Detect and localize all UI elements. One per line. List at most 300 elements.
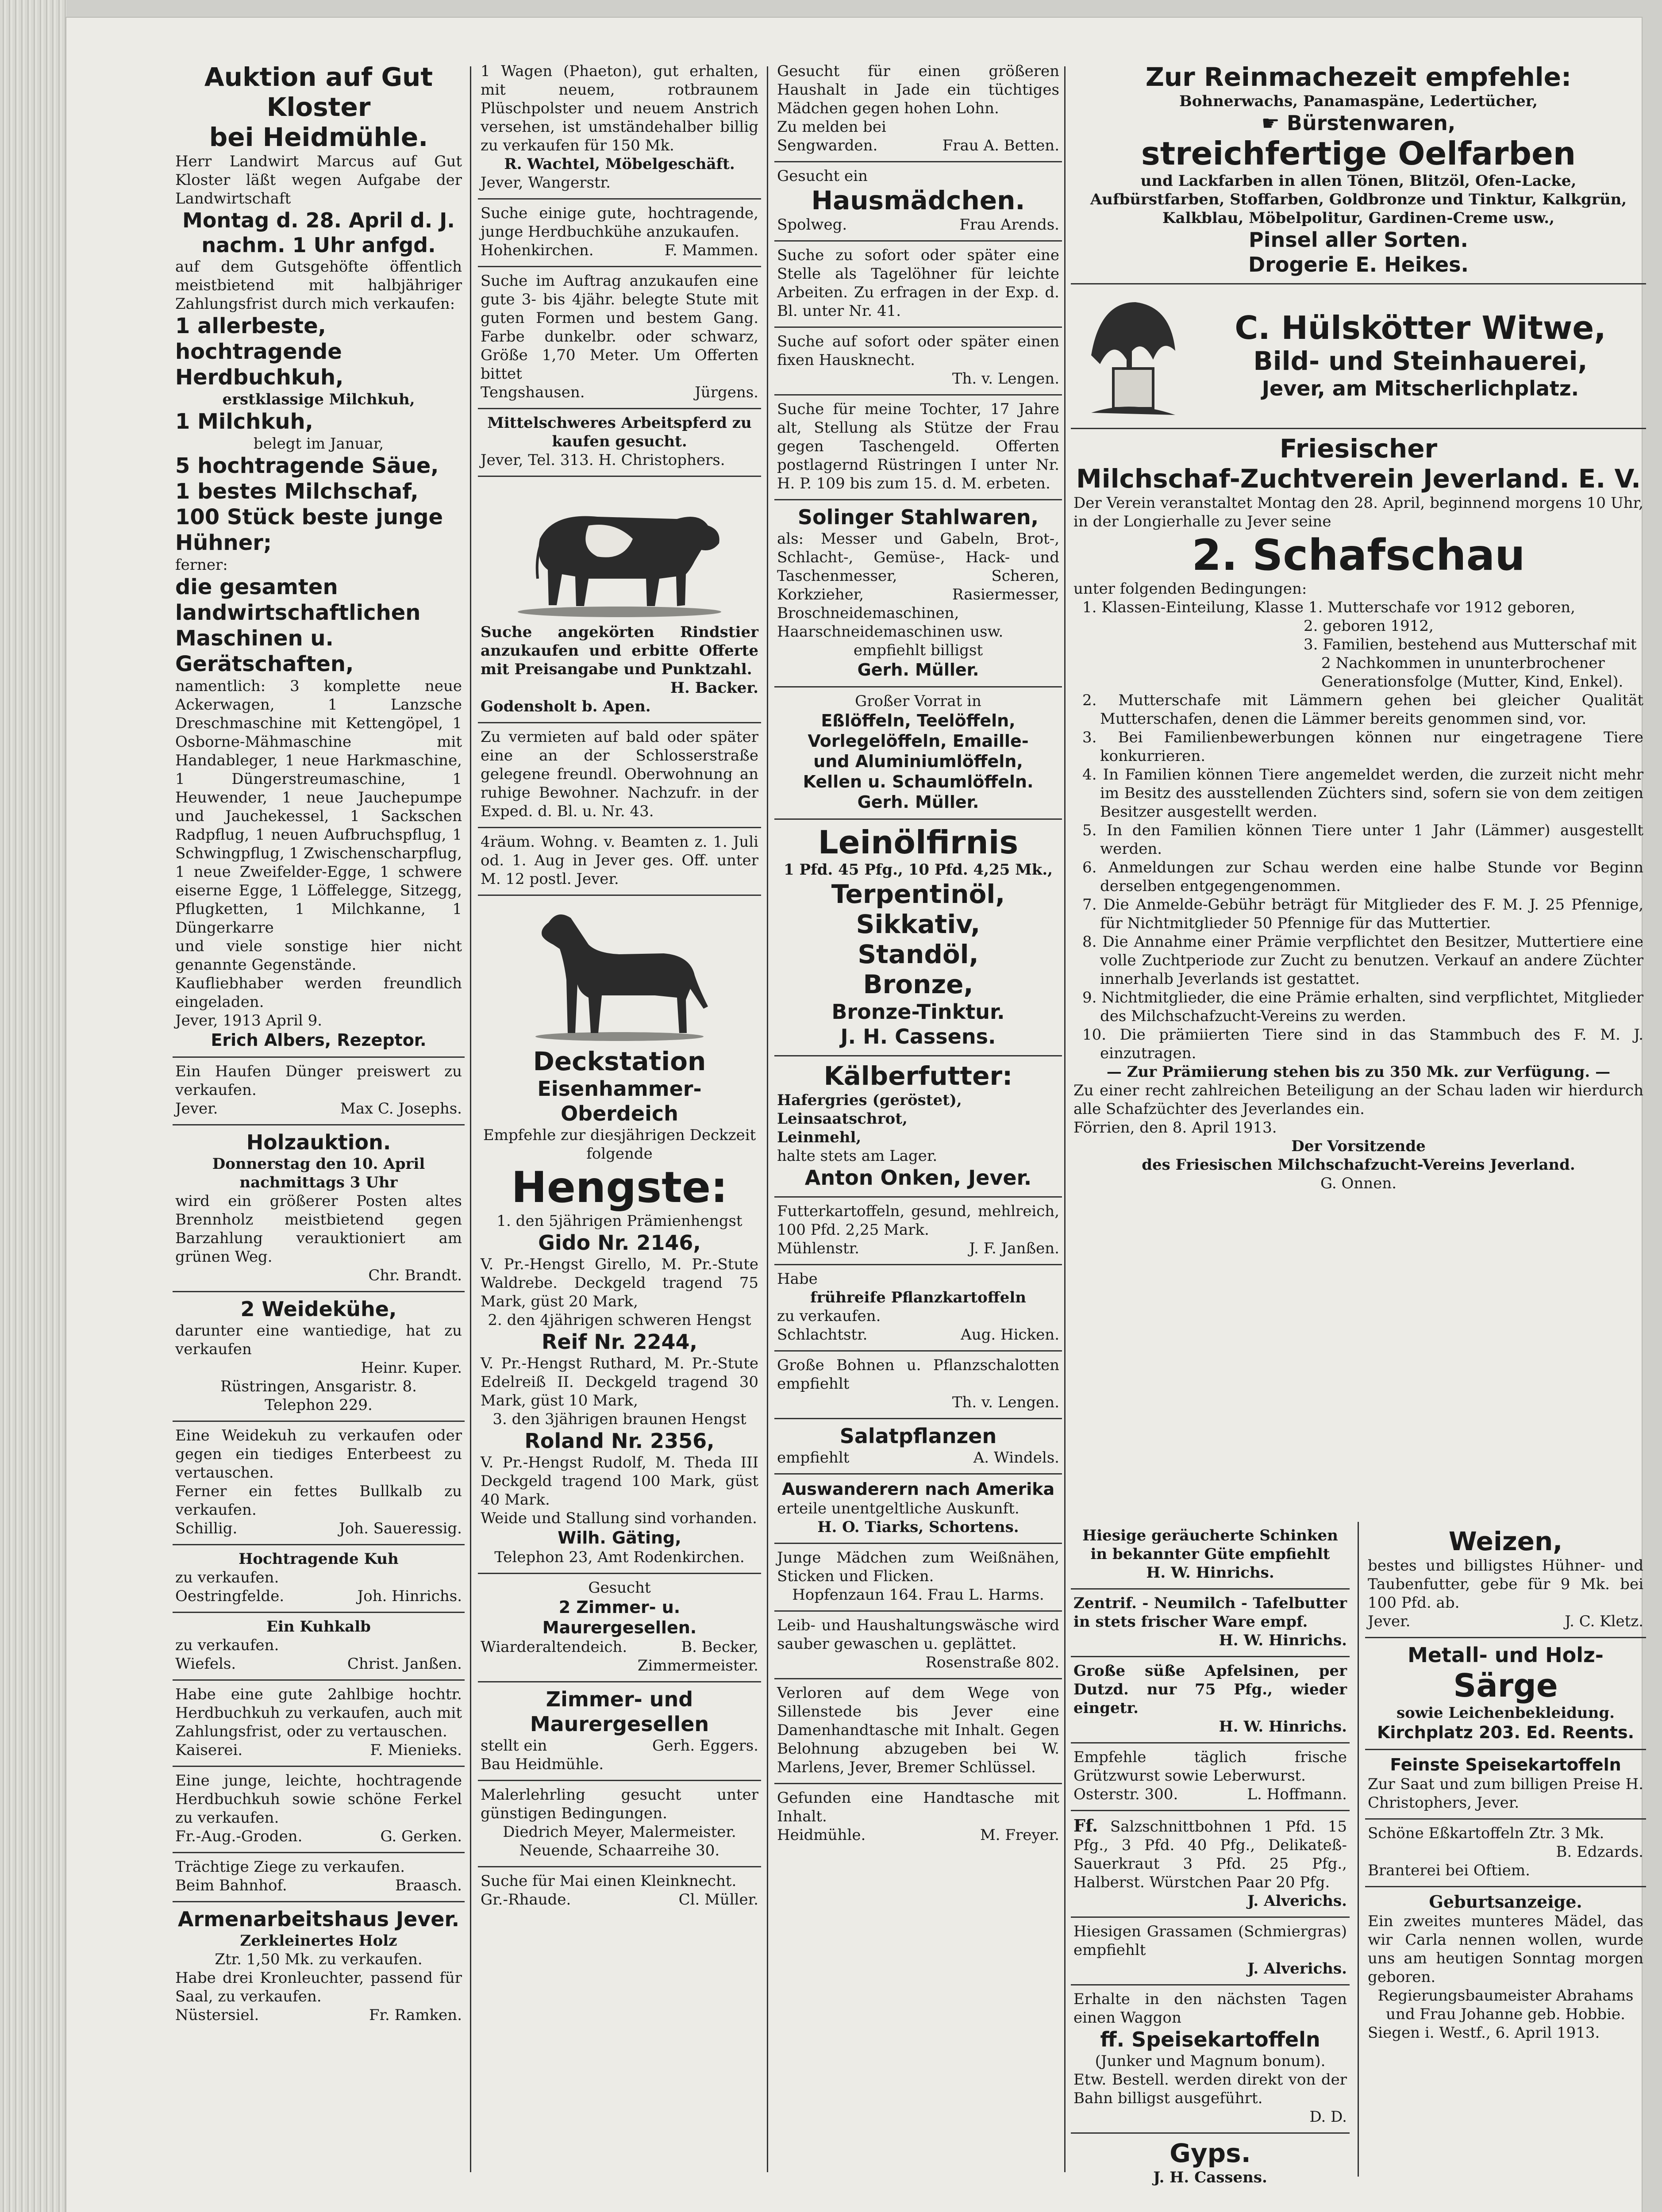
ad-text: wird ein größerer Posten altes Brennholz meistbietend gegen Barzahlung verauktioniert am grünen Weg.	[175, 1192, 462, 1266]
ad-verloren	[774, 1679, 1062, 1784]
ad-text: 2. den 4jährigen schweren Hengst	[488, 1311, 751, 1329]
ad-text: Zu melden bei	[777, 118, 886, 136]
ad-text: Eine junge, leichte, hochtragende Herdbuchkuh sowie schöne Ferkel zu verkaufen.	[175, 1772, 462, 1827]
ad-title: Friesischer	[1279, 434, 1438, 464]
ad-item: 100 Stück beste junge Hühner;	[175, 505, 443, 555]
ad-name: Frau Arends.	[959, 216, 1059, 234]
ad-item-note: erstklassige Milchkuh,	[222, 391, 415, 408]
ad-herdbuchkuh	[173, 1681, 465, 1767]
ad-text: Junge Mädchen zum Weißnähen, Sticken und Flicken.	[777, 1549, 1059, 1585]
ad-place: Jever.	[1368, 1613, 1411, 1630]
ad-text: auf dem Gutsgehöfte öffentlich meistbietend mit halbjähriger Zahlungsfrist durch mich verkaufen:	[175, 258, 462, 313]
ad-label: Gesucht	[588, 1579, 651, 1597]
ad-title: 2 Zimmer- u. Maurergesellen.	[542, 1598, 697, 1637]
ad-address: Kirchplatz 203. Ed. Reents.	[1377, 1723, 1635, 1742]
ad-auktion	[173, 58, 465, 1058]
ad-ziege	[173, 1853, 465, 1902]
ad-name: Drogerie E. Heikes.	[1248, 253, 1469, 276]
ad-text: halte stets am Lager.	[777, 1147, 938, 1165]
pointing-hand-icon: ☛	[1261, 111, 1287, 135]
ad-waesche	[774, 1612, 1062, 1679]
ad-address: Rüstringen, Ansgaristr. 8.	[220, 1378, 417, 1395]
ad-place: Wiarderaltendeich.	[481, 1638, 627, 1656]
ad-text: Herr Landwirt Marcus auf Gut Kloster läßt wegen Aufgabe der Landwirtschaft	[175, 153, 462, 207]
ad-title: Zimmer- und Maurergesellen	[530, 1687, 709, 1736]
ad-title: Auswanderern nach Amerika	[781, 1479, 1055, 1499]
ad-maedchen	[774, 58, 1062, 162]
ad-contact: Jever, Tel. 313. H. Christophers.	[481, 451, 725, 469]
ad-text: Gesucht ein	[777, 167, 868, 185]
ad-title: ff. Speisekartoffeln	[1100, 2028, 1320, 2051]
ad-schafschau	[1071, 429, 1646, 1199]
ad-kaelberfutter	[774, 1056, 1062, 1198]
ad-name: Christ. Janßen.	[347, 1655, 462, 1673]
ad-weidekuh	[173, 1422, 465, 1545]
ad-headline: Hengste:	[511, 1163, 728, 1212]
ad-text: darunter eine wantiedige, hat zu verkaufen	[175, 1322, 462, 1358]
ad-text: empfiehlt billigst	[853, 641, 983, 659]
ad-suche-kuehe	[478, 200, 761, 267]
ad-item-note: belegt im Januar,	[253, 435, 384, 453]
condition-item: 4. In Familien können Tiere angemeldet werden, die zurzeit nicht mehr im Besitz des ausstellenden Züchters sind, sofern sie von dem zeitigen Besitzer ausgestellt werden.	[1082, 766, 1643, 821]
ad-text: zu verkaufen.	[175, 1636, 279, 1654]
ad-text: V. Pr.-Hengst Ruthard, M. Pr.-Stute Edelreiß II. Deckgeld tragend 30 Mark, güst 10 Mark,	[481, 1355, 758, 1409]
ad-place: Branterei bei Oftiem.	[1368, 1862, 1530, 1879]
ad-item: Sikkativ,	[856, 909, 981, 939]
ad-signer: Erich Albers, Rezeptor.	[211, 1030, 427, 1050]
ad-text: Erhalte in den nächsten Tagen einen Waggon	[1073, 1990, 1347, 2027]
condition-item: 3. Familien, bestehend aus Mutterschaf mit 2 Nachkommen in ununterbrochener Generationsfolge (Mutter, Kind, Enkel).	[1304, 636, 1637, 691]
ad-name: Th. v. Lengen.	[952, 370, 1059, 388]
ad-title: Hausmädchen.	[811, 185, 1025, 215]
ad-text: Großer Vorrat in	[855, 692, 981, 710]
ad-text: und Lackfarben in allen Tönen, Blitzöl, Ofen-Lacke, Aufbürstfarben, Stoffarben, Goldbronze und Tinktur, Kalkgrün, Kalkblau, Möbelpolitur, Gardinen-Creme usw.,	[1090, 172, 1627, 227]
ad-place: Beim Bahnhof.	[175, 1877, 287, 1894]
ad-text: Zur Saat und zum billigen Preise H. Christophers, Jever.	[1368, 1775, 1643, 1812]
ad-title: Zur Reinmachezeit empfehle:	[1145, 62, 1572, 92]
ad-item: 1 bestes Milchschaf,	[175, 479, 419, 504]
ad-item: 5 hochtragende Säue,	[175, 453, 439, 478]
column-3	[774, 58, 1062, 2185]
ad-text: Habe eine gute 2ahlbige hochtr. Herdbuchkuh zu verkaufen, auch mit Zahlungsfrist, oder zu vertauschen.	[175, 1686, 462, 1740]
ad-name: J. H. Cassens.	[840, 1025, 996, 1048]
ad-vermieten	[478, 723, 761, 828]
ad-place: Gr.-Rhaude.	[481, 1891, 571, 1909]
ad-text: Empfehle täglich frische Grützwurst sowie Leberwurst.	[1073, 1748, 1347, 1785]
ad-text: zu verkaufen.	[777, 1307, 881, 1325]
ad-hausknecht	[774, 328, 1062, 396]
ad-text: Suche auf sofort oder später einen fixen Hausknecht.	[777, 333, 1059, 369]
ad-name: F. Mienieks.	[370, 1741, 462, 1759]
ad-place: Hohenkirchen.	[481, 242, 594, 259]
ad-place: Nüstersiel.	[175, 2006, 259, 2024]
ad-dateline: Jever, 1913 April 9.	[175, 1012, 323, 1029]
ad-place: Kaiserei.	[175, 1741, 243, 1759]
ad-item: Bronze-Tinktur.	[831, 1000, 1005, 1024]
ad-title: Gyps.	[1170, 2138, 1251, 2168]
ad-name: Frau A. Betten.	[942, 137, 1059, 154]
ad-item: Standöl,	[858, 939, 979, 969]
ad-title: Kälberfutter:	[823, 1061, 1013, 1091]
ad-name: Gerh. Müller.	[857, 660, 979, 680]
ad-name: Heinr. Kuper.	[361, 1359, 462, 1377]
ad-address: Jever, Wangerstr.	[481, 174, 611, 192]
ad-name: H. O. Tiarks, Schortens.	[817, 1518, 1019, 1536]
ad-text: 1 Wagen (Phaeton), gut erhalten, mit neuem, rotbraunem Plüschpolster und neuem Anstrich versehen, ist umständehalber billig zu verkaufen für 150 Mk.	[481, 62, 758, 154]
condition-item: 1. Klassen-Einteilung, Klasse 1. Mutterschafe vor 1912 geboren,	[1082, 599, 1575, 616]
book-spine	[0, 0, 66, 2212]
ad-name: L. Hoffmann.	[1247, 1786, 1347, 1803]
ad-stute	[478, 267, 761, 409]
ad-item: Bronze,	[863, 969, 973, 999]
column-rule	[1064, 66, 1066, 2172]
ad-name: Aug. Hicken.	[961, 1326, 1059, 1344]
ad-item: Leinmehl,	[777, 1129, 862, 1146]
stallion-name: Roland Nr. 2356,	[524, 1429, 715, 1453]
ad-address: Rosenstraße 802.	[925, 1654, 1059, 1671]
ad-title: Milchschaf-Zuchtverein Jeverland. E. V.	[1076, 464, 1641, 494]
ad-pflanzkartoffeln	[774, 1265, 1062, 1352]
ad-tageloehner	[774, 242, 1062, 328]
ad-place: Heidmühle.	[777, 1826, 866, 1844]
ad-name: J. F. Janßen.	[969, 1240, 1059, 1257]
ad-butter	[1071, 1590, 1350, 1657]
ad-tochter	[774, 396, 1062, 500]
ad-text: Suche angekörten Rindstier anzukaufen und erbitte Offerte mit Preisangabe und Punktzahl.	[481, 623, 758, 678]
ad-text: Futterkartoffeln, gesund, mehlreich, 100 Pfd. 2,25 Mark.	[777, 1202, 1059, 1239]
ad-text: Schöne Eßkartoffeln Ztr. 3 Mk.	[1368, 1824, 1604, 1842]
column-4a	[1071, 1522, 1350, 2185]
ad-title: Weizen,	[1448, 1526, 1563, 1556]
ad-huelskoetter	[1071, 284, 1646, 429]
ad-text: V. Pr.-Hengst Rudolf, M. Theda III Deckgeld tragend 100 Mark, güst 40 Mark.	[481, 1454, 758, 1509]
ad-text: Zu einer recht zahlreichen Beteiligung an der Schau laden wir hierdurch alle Schafzüchter des Jeverlandes ein.	[1073, 1082, 1643, 1118]
ad-trade: Zimmermeister.	[637, 1657, 758, 1674]
ad-knecht	[478, 1867, 761, 1915]
ad-place: Schillig.	[175, 1520, 238, 1537]
ad-text: — Zur Prämiierung stehen bis zu 350 Mk. zur Verfügung. —	[1106, 1063, 1611, 1081]
ad-title: Geburtsanzeige.	[1429, 1892, 1582, 1912]
ad-text: Hiesige geräucherte Schinken in bekannter Güte empfiehlt	[1082, 1527, 1338, 1563]
ad-title: Mittelschweres Arbeitspferd zu kaufen gesucht.	[487, 414, 752, 450]
ad-place: Wiefels.	[175, 1655, 236, 1673]
ad-phone: Telephon 23, Amt Rodenkirchen.	[494, 1548, 745, 1566]
ad-text: Leib- und Haushaltungswäsche wird sauber gewaschen u. geplättet.	[777, 1617, 1059, 1653]
ad-text: und viele sonstige hier nicht genannte Gegenstände.	[175, 937, 462, 974]
ad-text: Suche für Mai einen Kleinknecht.	[481, 1872, 737, 1890]
ad-place: Schlachtstr.	[777, 1326, 868, 1344]
ad-text: Bohnerwachs, Panamaspäne, Ledertücher,	[1179, 92, 1538, 110]
ad-name: Gerh. Müller.	[857, 792, 979, 812]
ad-text: Suche einige gute, hochtragende, junge Herdbuchkühe anzukaufen.	[481, 204, 758, 241]
ad-holzauktion	[173, 1125, 465, 1292]
gravestone-willow-illustration	[1073, 289, 1189, 422]
ad-text: Verloren auf dem Wege von Sillenstede bis Jever eine Damenhandtasche mit Inhalt. Gegen Belohnung abzugeben bei W. Marlens, Jever, Bremer Schlüssel.	[777, 1684, 1059, 1776]
ad-name: J. C. Kletz.	[1565, 1613, 1643, 1630]
ad-name: J. Alverichs.	[1247, 1892, 1347, 1910]
ad-text: stellt ein	[481, 1737, 547, 1755]
ad-name: R. Wachtel, Möbelgeschäft.	[504, 155, 735, 173]
ad-item: Kellen u. Schaumlöffeln.	[803, 772, 1034, 791]
ad-phone: Telephon 229.	[265, 1396, 373, 1414]
ad-signer: des Friesischen Milchschafzucht-Vereins Jeverland.	[1142, 1156, 1575, 1174]
condition-item: 9. Nichtmitglieder, die eine Prämie erhalten, sind verpflichtet, Mitglieder des Milchschafzucht-Vereins zu werden.	[1082, 989, 1643, 1025]
ad-text: namentlich: 3 komplette neue Ackerwagen, 1 Lanzsche Dreschmaschine mit Kettengöpel, 1 Osborne-Mähmaschine mit Handableger, 1 neue Harkmaschine, 1 Düngerstreumaschine, 1 Heuwender, 1 neue Jauchepumpe und Jauchekessel, 1 Sackschen Radpflug, 1 neuen Aufbruchspflug, 1 Schwingpflug, 1 Zwischenscharpflug, 1 neue Zweifelder-Egge, 1 schwere eiserne Egge, 1 Löffelegge, Sitzegg, Pflugketten, 1 Milchkanne, 1 Düngerkarre	[175, 677, 462, 937]
ad-text: Suche zu sofort oder später eine Stelle als Tagelöhner für leichte Arbeiten. Zu erfragen in der Exp. d. Bl. unter Nr. 41.	[777, 246, 1059, 320]
ad-name: Joh. Saueressig.	[339, 1520, 462, 1537]
column-4	[1071, 58, 1646, 1517]
ad-headline: streichfertige Oelfarben	[1141, 135, 1576, 172]
ad-title: Salatpflanzen	[839, 1424, 997, 1448]
ad-hochtragende-kuh	[173, 1545, 465, 1613]
ad-gefunden	[774, 1784, 1062, 1851]
ad-name: Cl. Müller.	[678, 1891, 758, 1909]
ad-text: Gesucht für einen größeren Haushalt in Jade ein tüchtiges Mädchen gegen hohen Lohn.	[777, 62, 1059, 117]
ad-text: Suche für meine Tochter, 17 Jahre alt, Stellung als Stütze der Frau gegen Taschengeld. Offerten postlagernd Rüstringen I unter Nr. H. P. 109 bis zum 15. d. M. erbeten.	[777, 400, 1059, 492]
ad-item: und Aluminiumlöffeln,	[813, 752, 1023, 771]
ad-weizen	[1365, 1522, 1646, 1638]
conditions-list	[1073, 598, 1643, 1063]
ad-name: Gerh. Eggers.	[652, 1737, 758, 1755]
ad-signer: Der Vorsitzende	[1291, 1137, 1426, 1155]
ad-name: M. Freyer.	[980, 1826, 1059, 1844]
ad-place: Oestringfelde.	[175, 1587, 285, 1605]
ad-headline: 2. Schafschau	[1192, 530, 1525, 580]
ad-title: Solinger Stahlwaren,	[797, 505, 1039, 529]
condition-item: 6. Anmeldungen zur Schau werden eine halbe Stunde vor Beginn derselben entgegengenommen.	[1082, 859, 1643, 895]
condition-item: 7. Die Anmelde-Gebühr beträgt für Mitglieder des F. M. J. 25 Pfennige, für Nichtmitglieder 50 Pfennige für das Muttertier.	[1082, 896, 1643, 932]
ad-date: Donnerstag den 10. April nachmittags 3 Uhr	[212, 1155, 425, 1191]
ad-ferkel	[173, 1767, 465, 1853]
ad-esskartoffeln	[1365, 1820, 1646, 1887]
ad-title: Metall- und Holz-	[1408, 1643, 1604, 1667]
ad-text: V. Pr.-Hengst Girello, M. Pr.-Stute Waldrebe. Deckgeld tragend 75 Mark, güst 20 Mark,	[481, 1256, 758, 1310]
ad-text: 1. den 5jährigen Prämienhengst	[496, 1212, 743, 1230]
ad-salzbohnen	[1071, 1811, 1350, 1918]
condition-item: 10. Die prämiierten Tiere sind in das Stammbuch des F. M. J. einzutragen.	[1082, 1026, 1643, 1062]
ad-speisekartoffeln	[1071, 1985, 1350, 2134]
ad-amerika	[774, 1475, 1062, 1544]
ad-text: bestes und billigstes Hühner- und Taubenfutter, gebe für 9 Mk. bei 100 Pfd. ab.	[1368, 1557, 1643, 1612]
ad-name: B. Becker,	[681, 1638, 758, 1656]
ad-name: Braasch.	[395, 1877, 462, 1894]
ad-text: als: Messer und Gabeln, Brot-, Schlacht-, Gemüse-, Hack- und Taschenmesser, Scheren, Korkzieher, Rasiermesser, Broschneidemaschinen, Haarschneidemaschinen usw.	[777, 530, 1059, 641]
ad-text: Empfehle zur diesjährigen Deckzeit folgende	[483, 1126, 756, 1163]
ad-text: Suche im Auftrag anzukaufen eine gute 3- bis 4jähr. belegte Stute mit guten Formen und bestem Gang. Farbe dunkelbr. oder schwarz, Größe 1,70 Meter. Um Offerten bittet	[481, 272, 758, 383]
ad-naehen	[774, 1544, 1062, 1612]
column-4b	[1365, 1522, 1646, 2185]
ad-text: Zentrif. - Neumilch - Tafelbutter in stets frischer Ware empf.	[1073, 1594, 1347, 1631]
ad-text: Große süße Apfelsinen, per Dutzd. nur 75 Pfg., wieder eingetr.	[1073, 1662, 1347, 1717]
ad-dateline: Siegen i. Westf., 6. April 1913.	[1368, 2024, 1600, 2042]
ad-subtitle: sowie Leichenbekleidung.	[1397, 1704, 1615, 1722]
ad-rindstier	[478, 477, 761, 723]
ad-loeffel	[774, 687, 1062, 820]
ad-text: Eine Weidekuh zu verkaufen oder gegen ein tiediges Enterbeest zu vertauschen.	[175, 1427, 462, 1482]
ad-bohnen	[774, 1352, 1062, 1419]
ad-futterkartoffeln	[774, 1198, 1062, 1265]
ad-address: Neuende, Schaarreihe 30.	[519, 1842, 720, 1859]
ad-item: Leinsaatschrot,	[777, 1110, 908, 1128]
ad-item: Eßlöffeln, Teelöffeln,	[821, 711, 1016, 730]
ad-saerge	[1365, 1638, 1646, 1750]
ad-headline: Särge	[1453, 1667, 1558, 1704]
ad-armenarbeitshaus	[173, 1902, 465, 2031]
condition-item: 5. In den Familien können Tiere unter 1 Jahr (Lämmer) ausgestellt werden.	[1082, 822, 1643, 858]
ad-place: Fr.-Aug.-Groden.	[175, 1828, 303, 1845]
ad-text: Zu vermieten auf bald oder später eine an der Schlosserstraße gelegene freundl. Oberwohnung an ruhige Bewohner. Nachzufr. in der Exped. d. Bl. u. Nr. 43.	[481, 728, 758, 820]
ad-geburtsanzeige	[1365, 1887, 1646, 2048]
ad-weidekuehe	[173, 1292, 465, 1422]
ad-name: Regierungsbaumeister Abrahams und Frau Johanne geb. Hobbie.	[1377, 1987, 1634, 2023]
ad-grassamen	[1071, 1918, 1350, 1985]
ad-name: Joh. Hinrichs.	[357, 1587, 462, 1605]
ad-title: bei Heidmühle.	[209, 122, 428, 152]
ad-item-text: Bürstenwaren,	[1286, 111, 1456, 135]
ad-title: Leinölfirnis	[818, 824, 1019, 861]
ad-kuhkalb	[173, 1613, 465, 1681]
ad-text: zu verkaufen.	[175, 1569, 279, 1586]
column-2	[478, 58, 761, 2185]
ad-title: Feinste Speisekartoffeln	[1390, 1755, 1621, 1774]
ad-price: Ztr. 1,50 Mk. zu verkaufen.	[215, 1951, 423, 1968]
ad-reinmachezeit	[1071, 58, 1646, 284]
ad-text: erteile unentgeltliche Auskunft.	[777, 1500, 1020, 1517]
ad-text: Große Bohnen u. Pflanzschalotten empfiehlt	[777, 1356, 1059, 1393]
ad-text: 3. den 3jährigen braunen Hengst	[492, 1410, 746, 1428]
ad-place: Spolweg.	[777, 216, 847, 234]
ad-duenger	[173, 1058, 465, 1125]
ad-title: C. Hülskötter Witwe,	[1235, 309, 1606, 346]
ad-text: Gefunden eine Handtasche mit Inhalt.	[777, 1789, 1059, 1825]
ad-wagen	[478, 58, 761, 200]
ad-address: Jever, am Mitscherlichplatz.	[1262, 376, 1579, 400]
ad-leinoelfirnis	[774, 820, 1062, 1056]
ad-title: Ein Kuhkalb	[266, 1618, 371, 1636]
ad-name: H. Backer.	[670, 679, 758, 697]
ad-place: Bau Heidmühle.	[481, 1755, 604, 1773]
condition-item: 3. Bei Familienbewerbungen können nur eingetragene Tiere konkurrieren.	[1082, 729, 1643, 765]
ad-title: Armenarbeitshaus Jever.	[177, 1907, 460, 1931]
ad-address: Osterstr. 300.	[1073, 1786, 1178, 1803]
ad-name: H. W. Hinrichs.	[1219, 1718, 1347, 1736]
ad-gyps	[1071, 2134, 1350, 2185]
ad-title: Deckstation	[533, 1046, 706, 1076]
ad-name: Max C. Josephs.	[340, 1100, 462, 1118]
ad-name: B. Edzards.	[1556, 1843, 1643, 1861]
ad-subtitle: Bild- und Steinhauerei,	[1253, 346, 1588, 376]
ad-item: Hafergries (geröstet),	[777, 1091, 962, 1109]
ad-text: Der Verein veranstaltet Montag den 28. April, beginnend morgens 10 Uhr, in der Longierhalle zu Jever seine	[1073, 494, 1643, 530]
ad-name: G. Onnen.	[1320, 1175, 1397, 1192]
ad-name: F. Mammen.	[664, 242, 758, 259]
column-rule	[1358, 1522, 1359, 2177]
ad-name: G. Gerken.	[380, 1828, 462, 1845]
ad-text: empfiehlt	[777, 1449, 850, 1467]
ad-text: Ein zweites munteres Mädel, das wir Carla nennen wollen, wurde uns am heutigen Sonntag morgen geboren.	[1368, 1912, 1643, 1986]
ad-title: Auktion auf Gut Kloster	[204, 62, 433, 122]
ad-text: Salzschnittbohnen 1 Pfd. 15 Pfg., 3 Pfd. 40 Pfg., Delikateß-Sauerkraut 3 Pfd. 25 Pfg., Halberst. Würstchen Paar 20 Pfg.	[1073, 1818, 1347, 1891]
ad-gesellen	[478, 1574, 761, 1682]
ad-date: Montag d. 28. April d. J.	[182, 208, 455, 232]
ad-name: Diedrich Meyer, Malermeister.	[503, 1823, 736, 1841]
condition-item: 8. Die Annahme einer Prämie verpflichtet den Besitzer, Muttertiere eine volle Zuchtperiode zur Zucht zu benutzen. Verkauf an andere Züchter innerhalb Jeverlands ist gestattet.	[1082, 933, 1643, 988]
ad-text: Weide und Stallung sind vorhanden.	[481, 1509, 757, 1527]
bull-illustration	[500, 486, 739, 618]
ad-text: Malerlehrling gesucht unter günstigen Bedingungen.	[481, 1786, 758, 1822]
ad-subtitle: (Junker und Magnum bonum).	[1095, 2052, 1326, 2070]
ad-title: Holzauktion.	[246, 1130, 391, 1154]
ad-text: Habe drei Kronleuchter, passend für Saal, zu verkaufen.	[175, 1969, 462, 2005]
ad-item	[1073, 111, 1643, 135]
ad-wohnung	[478, 828, 761, 896]
ad-zimmer-maurer	[478, 1682, 761, 1781]
ad-title: 2 Weidekühe,	[240, 1297, 397, 1321]
ad-item: die gesamten landwirtschaftlichen Maschinen u. Gerätschaften,	[175, 575, 421, 676]
horse-illustration	[522, 905, 717, 1042]
ad-hausmaedchen	[774, 162, 1062, 242]
ad-text: Trächtige Ziege zu verkaufen.	[175, 1858, 405, 1876]
column-rule	[470, 66, 471, 2172]
ad-name: Jürgens.	[695, 384, 758, 401]
ad-feinste-speisekartoffeln	[1365, 1750, 1646, 1820]
ad-deckstation	[478, 896, 761, 1574]
ad-name: Fr. Ramken.	[369, 2006, 462, 2024]
ad-name: Chr. Brandt.	[368, 1267, 462, 1284]
ad-schinken	[1071, 1522, 1350, 1590]
stallion-name: Gido Nr. 2146,	[538, 1231, 701, 1255]
ad-name: J. H. Cassens.	[1153, 2169, 1267, 2185]
ad-apfelsinen	[1071, 1657, 1350, 1743]
ad-name: Wilh. Gäting,	[558, 1528, 681, 1548]
ad-price: 1 Pfd. 45 Pfg., 10 Pfd. 4,25 Mk.,	[783, 861, 1053, 879]
ad-title: Eisenhammer-Oberdeich	[537, 1077, 702, 1125]
ad-place: Sengwarden.	[777, 137, 878, 154]
ad-place: Jever.	[175, 1100, 218, 1118]
ad-place: Mühlenstr.	[777, 1240, 859, 1257]
ad-place: Tengshausen.	[481, 384, 585, 401]
ad-name: Hopfenzaun 164. Frau L. Harms.	[792, 1586, 1044, 1604]
ad-name: D. D.	[1309, 2108, 1347, 2126]
ad-item: Vorlegelöffeln, Emaille-	[808, 731, 1029, 751]
ad-text: unter folgenden Bedingungen:	[1073, 580, 1307, 598]
ad-malerlehrling	[478, 1781, 761, 1867]
ad-place: Godensholt b. Apen.	[481, 698, 651, 715]
ad-name: Anton Onken, Jever.	[804, 1166, 1032, 1190]
ad-text: Ferner ein fettes Bullkalb zu verkaufen.	[175, 1482, 462, 1519]
condition-item: 2. Mutterschafe mit Lämmern gehen bei gleicher Qualität Mutterschafen, denen die Lämmer bereits genommen sind, vor.	[1082, 691, 1643, 728]
ad-name: H. W. Hinrichs.	[1146, 1564, 1274, 1582]
condition-item: 2. geboren 1912,	[1304, 617, 1434, 635]
ad-text: Etw. Bestell. werden direkt von der Bahn billigst ausgeführt.	[1073, 2071, 1347, 2107]
ad-dateline: Förrien, den 8. April 1913.	[1073, 1119, 1277, 1137]
ad-subtitle: Zerkleinertes Holz	[240, 1932, 397, 1950]
ad-name: Th. v. Lengen.	[952, 1394, 1059, 1411]
ad-solinger	[774, 500, 1062, 687]
ad-item: 1 allerbeste, hochtragende Herdbuchkuh,	[175, 314, 344, 390]
column-1	[173, 58, 465, 2185]
ad-item: Pinsel aller Sorten.	[1249, 228, 1468, 252]
ad-arbeitspferd	[478, 409, 761, 477]
column-rule	[767, 66, 768, 2172]
ad-title: Hochtragende Kuh	[239, 1550, 399, 1568]
ad-salatpflanzen	[774, 1419, 1062, 1475]
ad-prefix: Ff.	[1073, 1816, 1098, 1836]
ad-name: J. Alverichs.	[1247, 1960, 1347, 1978]
ad-text: Habe	[777, 1270, 818, 1288]
ad-text: Kaufliebhaber werden freundlich eingeladen.	[175, 975, 462, 1011]
ad-text: ferner:	[175, 556, 228, 574]
